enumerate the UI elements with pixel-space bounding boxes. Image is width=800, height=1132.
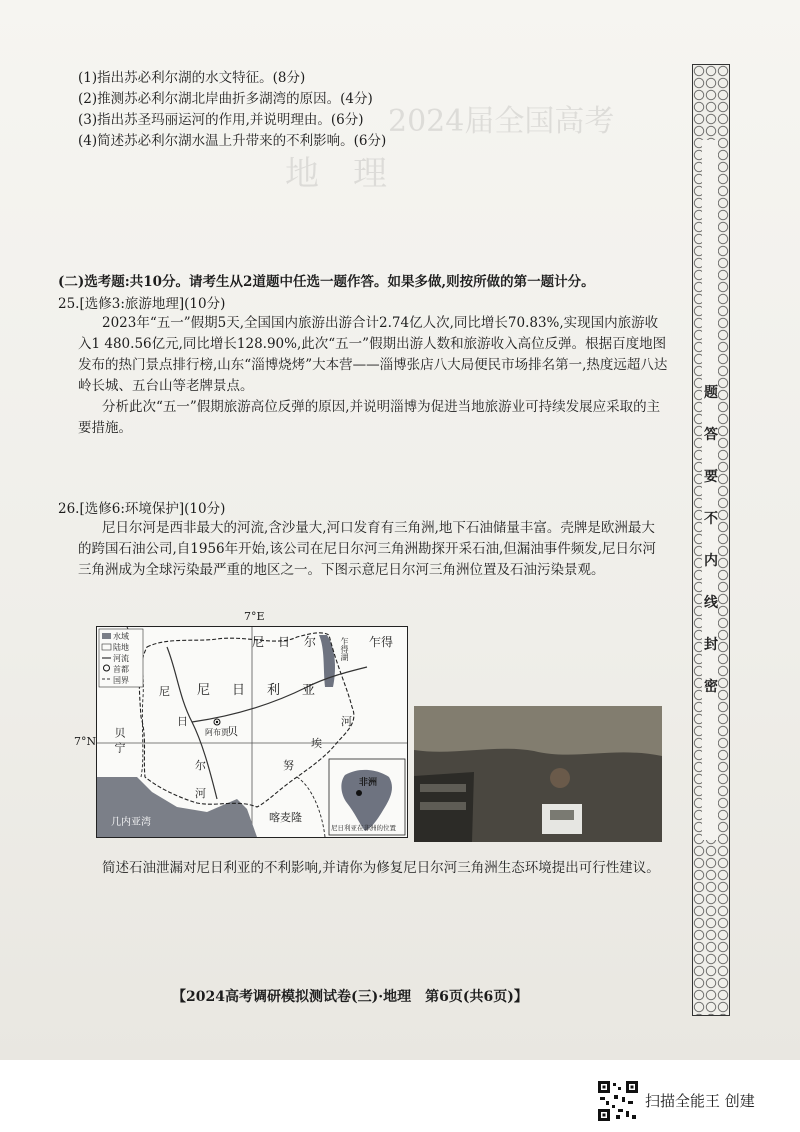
label-niger: 尼日尔 — [252, 635, 331, 649]
legend-river: 河流 — [113, 654, 129, 663]
cameroon-border — [297, 777, 325, 837]
scanner-watermark: 扫描全能王 创建 — [645, 1092, 755, 1110]
question-24-parts — [78, 68, 386, 152]
binding-char-4: 内 — [704, 553, 718, 569]
q24-part-1: (1)指出苏必利尔湖的水文特征。(8分) — [78, 70, 306, 86]
label-benin: 贝宁 — [113, 727, 126, 757]
benue-river-char-1: 贝 — [227, 725, 238, 738]
binding-char-1: 密 — [704, 679, 718, 695]
q24-part-3: (3)指出苏圣玛丽运河的作用,并说明理由。(6分) — [78, 112, 364, 128]
legend-border: 国界 — [113, 676, 129, 685]
label-chad: 乍得 — [369, 635, 394, 649]
benue-river-char-4: 河 — [341, 715, 352, 728]
benue-river-char-2: 努 — [283, 759, 294, 772]
niger-river-char-3: 尔 — [195, 759, 206, 772]
legend-land-swatch — [102, 644, 111, 650]
photo-graphic — [414, 706, 662, 842]
qr-code-icon — [598, 1081, 638, 1121]
binding-char-7: 答 — [704, 427, 718, 443]
label-abuja: 阿布贾 — [205, 728, 229, 737]
niger-river-char-1: 尼 — [159, 685, 170, 698]
binding-char-8: 题 — [704, 385, 718, 401]
legend-water: 水域 — [113, 632, 129, 641]
map-graphic — [97, 627, 407, 837]
map-lon-label: 7°E — [244, 610, 265, 623]
niger-river — [167, 647, 217, 799]
child-figure — [550, 768, 570, 788]
label-cameroon: 喀麦隆 — [269, 811, 302, 824]
gulf-water — [97, 777, 257, 837]
legend-land: 陆地 — [113, 643, 129, 652]
legend-capital: 首都 — [113, 665, 129, 674]
elective-header: (二)选考题:共10分。请考生从2道题中任选一题作答。如果多做,则按所做的第一题计分。 — [58, 274, 595, 290]
q26-question: 简述石油泄漏对尼日利亚的不利影响,并请你为修复尼日尔河三角洲生态环境提出可行性建议。 — [102, 860, 660, 876]
niger-delta-map — [96, 626, 408, 838]
map-lat-label: 7°N — [74, 735, 97, 748]
niger-river-char-2: 日 — [177, 715, 188, 728]
legend-water-swatch — [102, 633, 111, 639]
label-nigeria: 尼日利亚 — [197, 683, 338, 698]
q25-title: 25.[选修3:旅游地理](10分) — [58, 296, 226, 312]
page-footer: 【2024高考调研模拟测试卷(三)·地理 第6页(共6页)】 — [172, 989, 528, 1005]
binding-char-3: 线 — [704, 595, 718, 611]
label-chad-lake: 乍得湖 — [340, 637, 349, 661]
binding-char-5: 不 — [704, 511, 718, 527]
oil-pollution-photo — [414, 706, 662, 842]
bleed-through-title: 2024届全国高考 — [388, 104, 615, 139]
label-gulf: 几内亚湾 — [111, 817, 151, 828]
q26-body: 尼日尔河是西非最大的河流,含沙量大,河口发育有三角洲,地下石油储量丰富。壳牌是欧洲最大的跨国石油公司,自1956年开始,该公司在尼日尔河三角洲勘探开采石油,但漏油事件频发,尼日尔河三角洲成为全球污染最严重的地区之一。下图示意尼日尔河三角洲位置及石油污染景观。 — [78, 520, 657, 578]
q24-part-2: (2)推测苏必利尔湖北岸曲折多湖湾的原因。(4分) — [78, 91, 373, 107]
bleed-through-subject: 地 理 — [285, 154, 387, 194]
binding-char-6: 要 — [704, 469, 718, 485]
binding-strip-inner — [702, 140, 718, 840]
binding-char-2: 封 — [704, 637, 718, 653]
niger-river-char-4: 河 — [195, 787, 206, 800]
inset-nigeria-marker — [356, 790, 362, 796]
q24-part-4: (4)简述苏必利尔湖水温上升带来的不利影响。(6分) — [78, 133, 387, 149]
benue-river-char-3: 埃 — [311, 737, 322, 750]
inset-caption: 尼日利亚在非洲的位置 — [331, 824, 396, 832]
q25-body: 2023年“五一”假期5天,全国国内旅游出游合计2.74亿人次,同比增长70.83%,实现国内旅游收入1 480.56亿元,同比增长128.90%,此次“五一”假期出游人数和旅游收入高位反弹。根据百度地图发布的热门景点排行榜,山东“淄博烧烤”大本营——淄博张店八大局便民市场排名第一,热度远超八达岭长城、五台山等老牌景点。 — [78, 315, 668, 394]
inset-africa-label: 非洲 — [359, 778, 378, 788]
q25-question: 分析此次“五一”假期旅游高位反弹的原因,并说明淄博为促进当地旅游业可持续发展应采取的主要措施。 — [78, 399, 661, 436]
q26-title: 26.[选修6:环境保护](10分) — [58, 501, 226, 517]
